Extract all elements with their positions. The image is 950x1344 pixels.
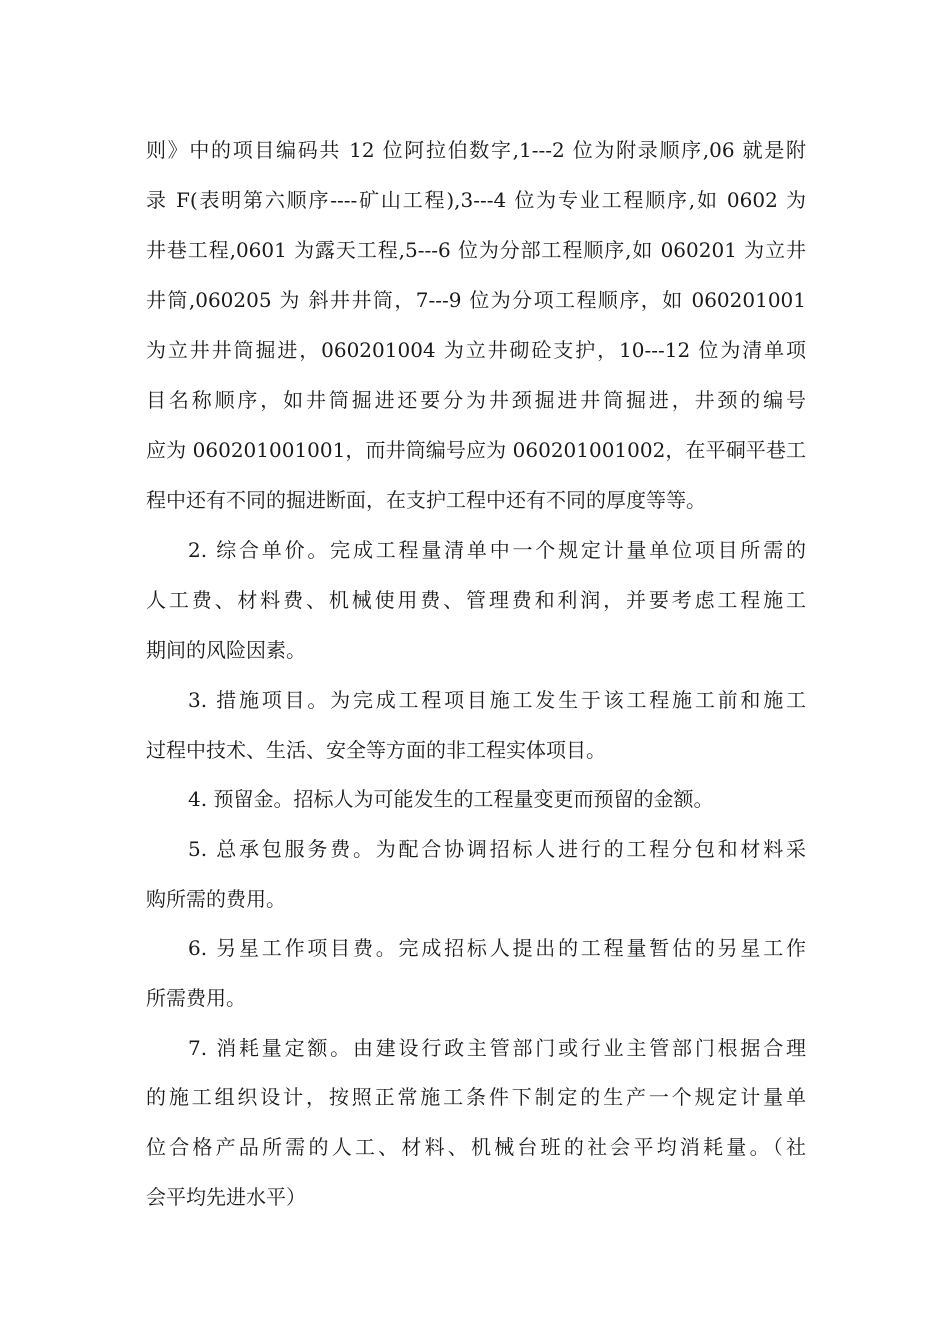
- paragraph-2-line-2: 人工费、材料费、机械使用费、管理费和利润，并要考虑工程施工: [146, 588, 806, 612]
- paragraph-1-line-5: 为立井井筒掘进，060201004 为立井砌砼支护，10---12 位为清单项: [146, 338, 806, 362]
- paragraph-5-line-1: 5. 总承包服务费。为配合协调招标人进行的工程分包和材料采: [188, 837, 806, 861]
- paragraph-1-line-8: 程中还有不同的掘进断面，在支护工程中还有不同的厚度等等。: [146, 488, 706, 512]
- paragraph-2-line-1: 2. 综合单价。完成工程量清单中一个规定计量单位项目所需的: [188, 538, 806, 562]
- paragraph-1-line-1: 则》中的项目编码共 12 位阿拉伯数字,1---2 位为附录顺序,06 就是附: [146, 138, 806, 162]
- paragraph-6-line-1: 6. 另星工作项目费。完成招标人提出的工程量暂估的另星工作: [188, 936, 806, 960]
- paragraph-4-line-1: 4. 预留金。招标人为可能发生的工程量变更而预留的金额。: [188, 787, 714, 811]
- paragraph-5-line-2: 购所需的费用。: [146, 887, 286, 911]
- paragraph-2-line-3: 期间的风险因素。: [146, 638, 306, 662]
- paragraph-1-line-4: 井筒,060205 为 斜井井筒，7---9 位为分项工程顺序，如 060201001: [146, 288, 806, 312]
- paragraph-7-line-1: 7. 消耗量定额。由建设行政主管部门或行业主管部门根据合理: [188, 1036, 806, 1060]
- paragraph-7-line-4: 会平均先进水平）: [146, 1185, 306, 1209]
- paragraph-3-line-1: 3. 措施项目。为完成工程项目施工发生于该工程施工前和施工: [188, 688, 806, 712]
- paragraph-7-line-3: 位合格产品所需的人工、材料、机械台班的社会平均消耗量。（社: [146, 1135, 806, 1159]
- paragraph-1-line-2: 录 F(表明第六顺序----矿山工程),3---4 位为专业工程顺序,如 0602 为: [146, 188, 806, 212]
- paragraph-3-line-2: 过程中技术、生活、安全等方面的非工程实体项目。: [146, 738, 606, 762]
- paragraph-7-line-2: 的施工组织设计，按照正常施工条件下制定的生产一个规定计量单: [146, 1085, 806, 1109]
- paragraph-1-line-6: 目名称顺序，如井筒掘进还要分为井颈掘进井筒掘进，井颈的编号: [146, 388, 806, 412]
- paragraph-1-line-3: 井巷工程,0601 为露天工程,5---6 位为分部工程顺序,如 060201 为立井: [146, 238, 806, 262]
- paragraph-1-line-7: 应为 060201001001，而井筒编号应为 060201001002，在平硐平巷工: [146, 438, 806, 462]
- paragraph-6-line-2: 所需费用。: [146, 986, 246, 1010]
